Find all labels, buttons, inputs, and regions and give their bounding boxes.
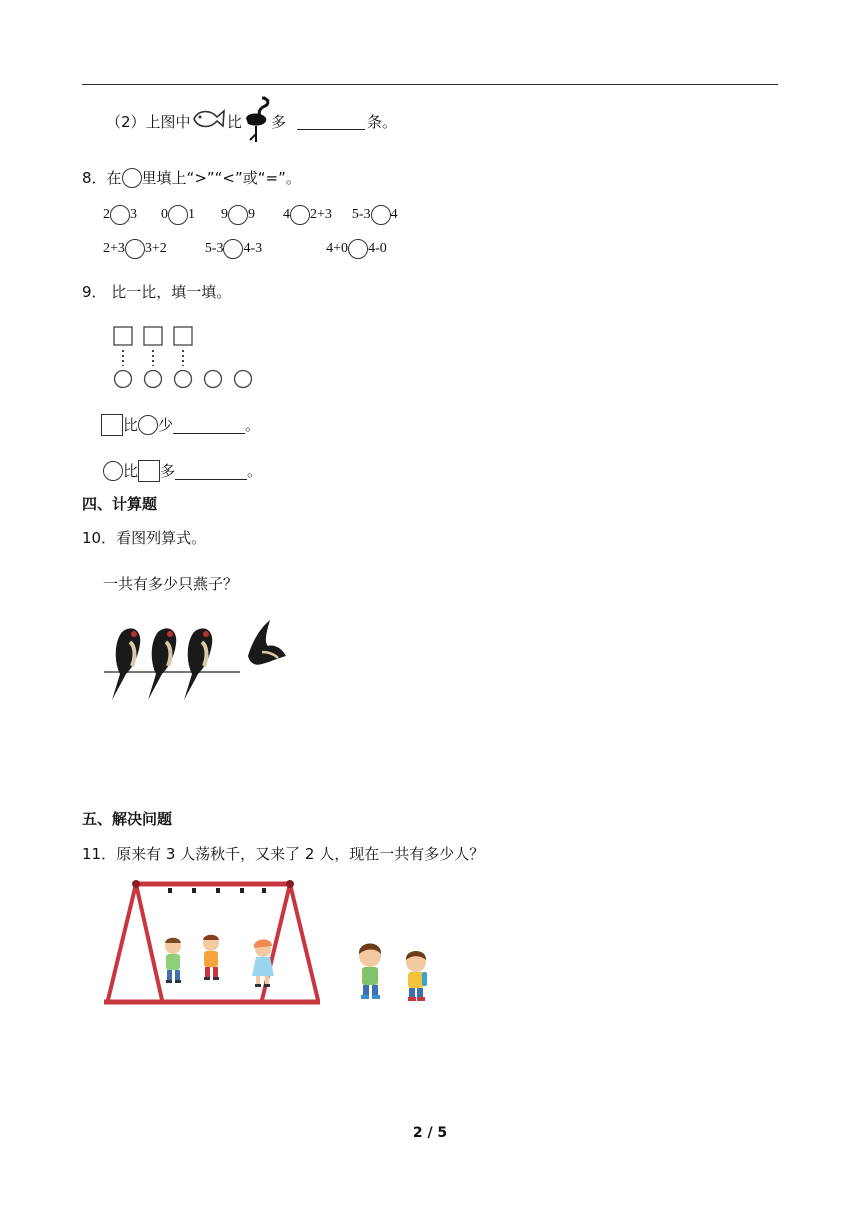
flying-swallow-icon bbox=[248, 620, 286, 665]
q7-2-prefix: （2）上图中 bbox=[106, 113, 191, 131]
compare-circle-input[interactable] bbox=[168, 205, 188, 225]
fish-icon bbox=[190, 104, 226, 134]
swallow-icon bbox=[184, 628, 212, 700]
q8-row2: 2+3 3+2 5-3 4-3 4+0 4-0 bbox=[103, 239, 387, 259]
compare-circle-input[interactable] bbox=[228, 205, 248, 225]
child-on-swing-icon bbox=[165, 938, 181, 983]
swallow-icon bbox=[112, 628, 140, 700]
q9-title: 9． 比一比，填一填。 bbox=[82, 283, 232, 301]
header-rule bbox=[82, 84, 778, 85]
section-heading-solve: 五、解决问题 bbox=[82, 810, 173, 828]
compare-circle-input[interactable] bbox=[125, 239, 145, 259]
child-on-swing-icon bbox=[203, 935, 219, 980]
compare-circle-input[interactable] bbox=[371, 205, 391, 225]
q7-2-mid: 比 bbox=[227, 113, 243, 131]
q10-question: 一共有多少只燕子？ bbox=[103, 575, 239, 593]
q7-2-more: 多 bbox=[271, 113, 287, 131]
q9-line2: 比 多 。 bbox=[103, 460, 262, 482]
q8-title: 8．在 里填上“>”“<”或“=”。 bbox=[82, 169, 301, 187]
compare-circle-input[interactable] bbox=[223, 239, 243, 259]
q9-line1-answer-blank[interactable] bbox=[173, 417, 245, 434]
q9-line1: 比 少 。 bbox=[101, 414, 260, 436]
arriving-child-icon bbox=[406, 951, 427, 1001]
flamingo-icon bbox=[238, 94, 274, 144]
squares-circles-figure bbox=[108, 322, 258, 392]
page-number: 2 / 5 bbox=[412, 1125, 448, 1141]
q7-2-unit: 条。 bbox=[367, 113, 398, 131]
q7-2-answer-blank[interactable] bbox=[297, 112, 365, 130]
compare-circle-input[interactable] bbox=[348, 239, 368, 259]
circle-icon bbox=[138, 415, 158, 435]
arriving-child-icon bbox=[359, 944, 381, 1000]
square-icon bbox=[138, 460, 160, 482]
q10-title: 10．看图列算式。 bbox=[82, 529, 207, 547]
compare-circle-input[interactable] bbox=[110, 205, 130, 225]
q7-2-line bbox=[106, 112, 191, 132]
swing-figure bbox=[100, 876, 440, 1010]
q11-title: 11．原来有 3 人荡秋千，又来了 2 人，现在一共有多少人？ bbox=[82, 845, 485, 863]
section-heading-calc: 四、计算题 bbox=[82, 495, 158, 513]
square-icon bbox=[101, 414, 123, 436]
q9-line2-answer-blank[interactable] bbox=[175, 463, 247, 480]
swallow-icon bbox=[148, 628, 176, 700]
compare-circle-input[interactable] bbox=[290, 205, 310, 225]
child-on-swing-icon bbox=[252, 939, 274, 987]
swallows-figure bbox=[102, 612, 292, 706]
circle-icon bbox=[122, 168, 142, 188]
circle-icon bbox=[103, 461, 123, 481]
q8-row1: 2 3 0 1 9 9 4 2+3 5-3 4 bbox=[103, 205, 398, 225]
